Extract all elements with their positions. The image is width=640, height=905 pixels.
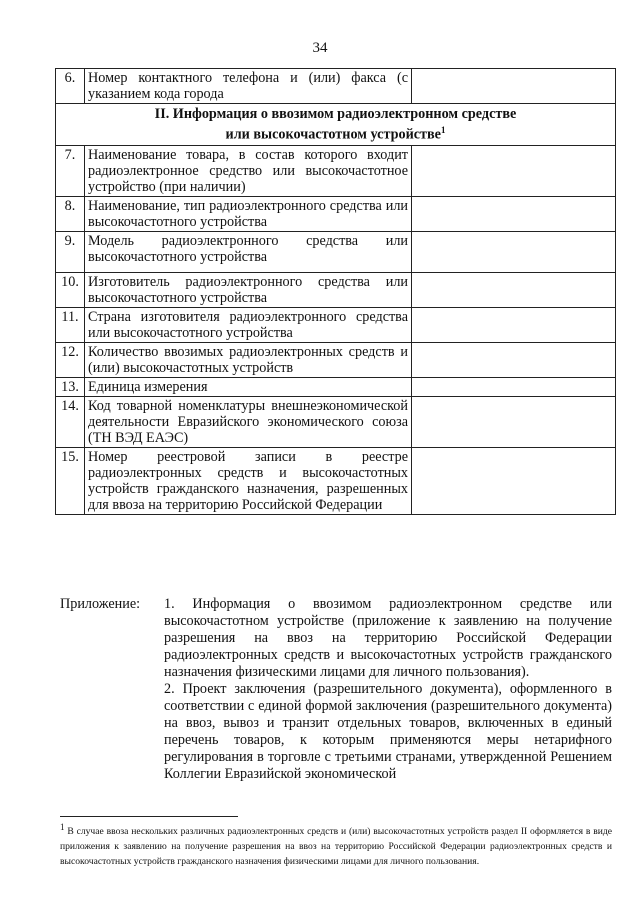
appendix-item: 2. Проект заключения (разрешительного документа), оформленного в соответствии с единой формой заключения (разрешительного документа) на ввоз, вывоз и транзит отдельных товаров, включенных в единый перечень товаров, к которым применяются меры нетарифного регулирования в торговле с третьими странами, утвержденной Решением Коллегии Евразийской экономической xyxy=(164,681,612,782)
footnote-reference: 1 xyxy=(440,125,446,135)
row-description: Номер контактного телефона и (или) факса (с указанием кода города xyxy=(85,69,412,104)
row-description: Изготовитель радиоэлектронного средства или высокочастотного устройства xyxy=(85,272,412,307)
row-value-cell[interactable] xyxy=(412,196,616,231)
row-description: Номер реестровой записи в реестре радиоэлектронных средств и высокочастотных устройств гражданского назначения, разрешенных для ввоза на территорию Российской Федерации xyxy=(85,447,412,514)
section-header-row xyxy=(56,104,616,146)
row-number: 8. xyxy=(56,196,85,231)
row-number: 7. xyxy=(56,145,85,196)
row-description: Наименование, тип радиоэлектронного средства или высокочастотного устройства xyxy=(85,196,412,231)
row-value-cell[interactable] xyxy=(412,272,616,307)
row-value-cell[interactable] xyxy=(412,342,616,377)
table-row xyxy=(56,231,616,272)
row-number: 12. xyxy=(56,342,85,377)
row-description: Модель радиоэлектронного средства или высокочастотного устройства xyxy=(85,231,412,272)
appendix-items xyxy=(164,596,612,783)
row-description: Количество ввозимых радиоэлектронных средств и (или) высокочастотных устройств xyxy=(85,342,412,377)
table-row xyxy=(56,342,616,377)
row-value-cell[interactable] xyxy=(412,231,616,272)
section-title-line2: или высокочастотном устройстве xyxy=(225,126,441,143)
row-number: 6. xyxy=(56,69,85,104)
footnote-divider xyxy=(60,816,238,817)
table-row xyxy=(56,69,616,104)
row-value-cell[interactable] xyxy=(412,307,616,342)
row-description: Наименование товара, в состав которого входит радиоэлектронное средство или высокочастотное устройство (при наличии) xyxy=(85,145,412,196)
table-row xyxy=(56,196,616,231)
row-value-cell[interactable] xyxy=(412,377,616,396)
page-number: 34 xyxy=(312,40,328,56)
section-title xyxy=(56,104,616,146)
appendix-item: 1. Информация о ввозимом радиоэлектронном средстве или высокочастотном устройстве (приложение к заявлению на получение разрешения на ввоз на территорию Российской Федерации радиоэлектронных средств и высокочастотных устройств гражданского назначения физическими лицами для личного пользования). xyxy=(164,596,612,680)
footnote-mark: 1 xyxy=(60,822,65,832)
row-number: 14. xyxy=(56,396,85,447)
row-value-cell[interactable] xyxy=(412,396,616,447)
row-number: 9. xyxy=(56,231,85,272)
row-number: 10. xyxy=(56,272,85,307)
footnote-text: В случае ввоза нескольких различных радиоэлектронных средств и (или) высокочастотных устройств раздел II оформляется в виде приложения к заявлению на получение разрешения на ввоз на территорию Российской Федерации радиоэлектронных средств и высокочастотных устройств гражданского назначения физическими лицами для личного пользования. xyxy=(60,826,613,868)
row-value-cell[interactable] xyxy=(412,69,616,104)
row-description: Единица измерения xyxy=(85,377,412,396)
row-value-cell[interactable] xyxy=(412,145,616,196)
section-title-line1: II. Информация о ввозимом радиоэлектронном средстве xyxy=(154,106,517,122)
table-row xyxy=(56,272,616,307)
application-form-table xyxy=(55,68,616,515)
row-number: 15. xyxy=(56,447,85,514)
table-row xyxy=(56,396,616,447)
row-value-cell[interactable] xyxy=(412,447,616,514)
row-number: 11. xyxy=(56,307,85,342)
row-number: 13. xyxy=(56,377,85,396)
appendix-section xyxy=(60,596,612,783)
appendix-label: Приложение: xyxy=(60,596,141,612)
table-row xyxy=(56,447,616,514)
row-description: Код товарной номенклатуры внешнеэкономической деятельности Евразийского экономического союза (ТН ВЭД ЕАЭС) xyxy=(85,396,412,447)
table-row xyxy=(56,307,616,342)
table-row xyxy=(56,145,616,196)
table-row xyxy=(56,377,616,396)
footnote xyxy=(60,820,612,869)
row-description: Страна изготовителя радиоэлектронного средства или высокочастотного устройства xyxy=(85,307,412,342)
